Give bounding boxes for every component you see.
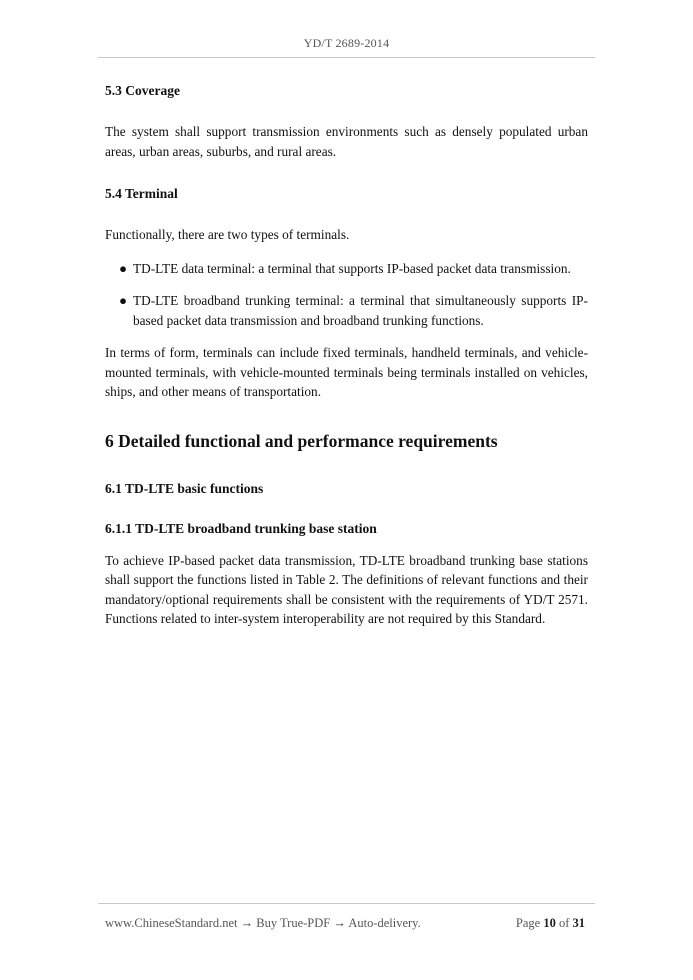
section-5-4-intro: Functionally, there are two types of terminals. xyxy=(105,227,350,242)
section-5-4-heading: 5.4 Terminal xyxy=(105,186,178,201)
section-6-1-heading: 6.1 TD-LTE basic functions xyxy=(105,480,264,496)
page-label: Page xyxy=(515,916,541,930)
total-pages: 31 xyxy=(572,916,585,930)
bullet-item xyxy=(105,259,588,279)
section-5-3-heading: 5.3 Coverage xyxy=(105,83,180,98)
footer-divider xyxy=(98,903,595,904)
site-link[interactable]: www.ChineseStandard.net xyxy=(105,916,238,930)
section-6-1-1-heading: 6.1.1 TD-LTE broadband trunking base station xyxy=(105,520,377,536)
footer-promo xyxy=(105,916,421,931)
document-id: YD/T 2689-2014 xyxy=(303,36,390,50)
chapter-6-heading: 6 Detailed functional and performance requirements xyxy=(105,430,498,451)
arrow-right-icon: → xyxy=(240,916,254,930)
section-5-4-form-paragraph: In terms of form, terminals can include fixed terminals, handheld terminals, and vehicle-mounted terminals, with vehicle-mounted terminals being terminals installed on vehicles, ships, and other means of transportation. xyxy=(105,345,588,399)
bullet-item xyxy=(105,291,588,330)
page-number xyxy=(516,916,585,931)
arrow-right-icon: → xyxy=(333,916,346,930)
header-divider xyxy=(98,57,595,58)
section-5-3-paragraph: The system shall support transmission environments such as densely populated urban areas, urban areas, suburbs, and rural areas. xyxy=(105,124,588,159)
bullet-text: TD-LTE broadband trunking terminal: a terminal that simultaneously supports IP-based packet data transmission and broadband trunking functions. xyxy=(133,293,588,328)
buy-pdf-link[interactable]: Buy True-PDF xyxy=(256,916,331,930)
bullet-dot: ● xyxy=(119,260,128,276)
page-content xyxy=(105,82,588,629)
bullet-text: TD-LTE data terminal: a terminal that supports IP-based packet data transmission. xyxy=(133,260,571,276)
section-6-1-1-paragraph: To achieve IP-based packet data transmission, TD-LTE broadband trunking base stations shall support the functions listed in Table 2. The definitions of relevant functions and their mandatory/optional requirements shall be consistent with the requirements of YD/T 2571. Functions related to inter-system interoperability are not required by this Standard. xyxy=(105,552,588,626)
auto-delivery-text: Auto-delivery. xyxy=(348,916,421,930)
current-page: 10 xyxy=(543,916,556,930)
of-label: of xyxy=(558,916,570,930)
bullet-dot: ● xyxy=(119,293,128,308)
